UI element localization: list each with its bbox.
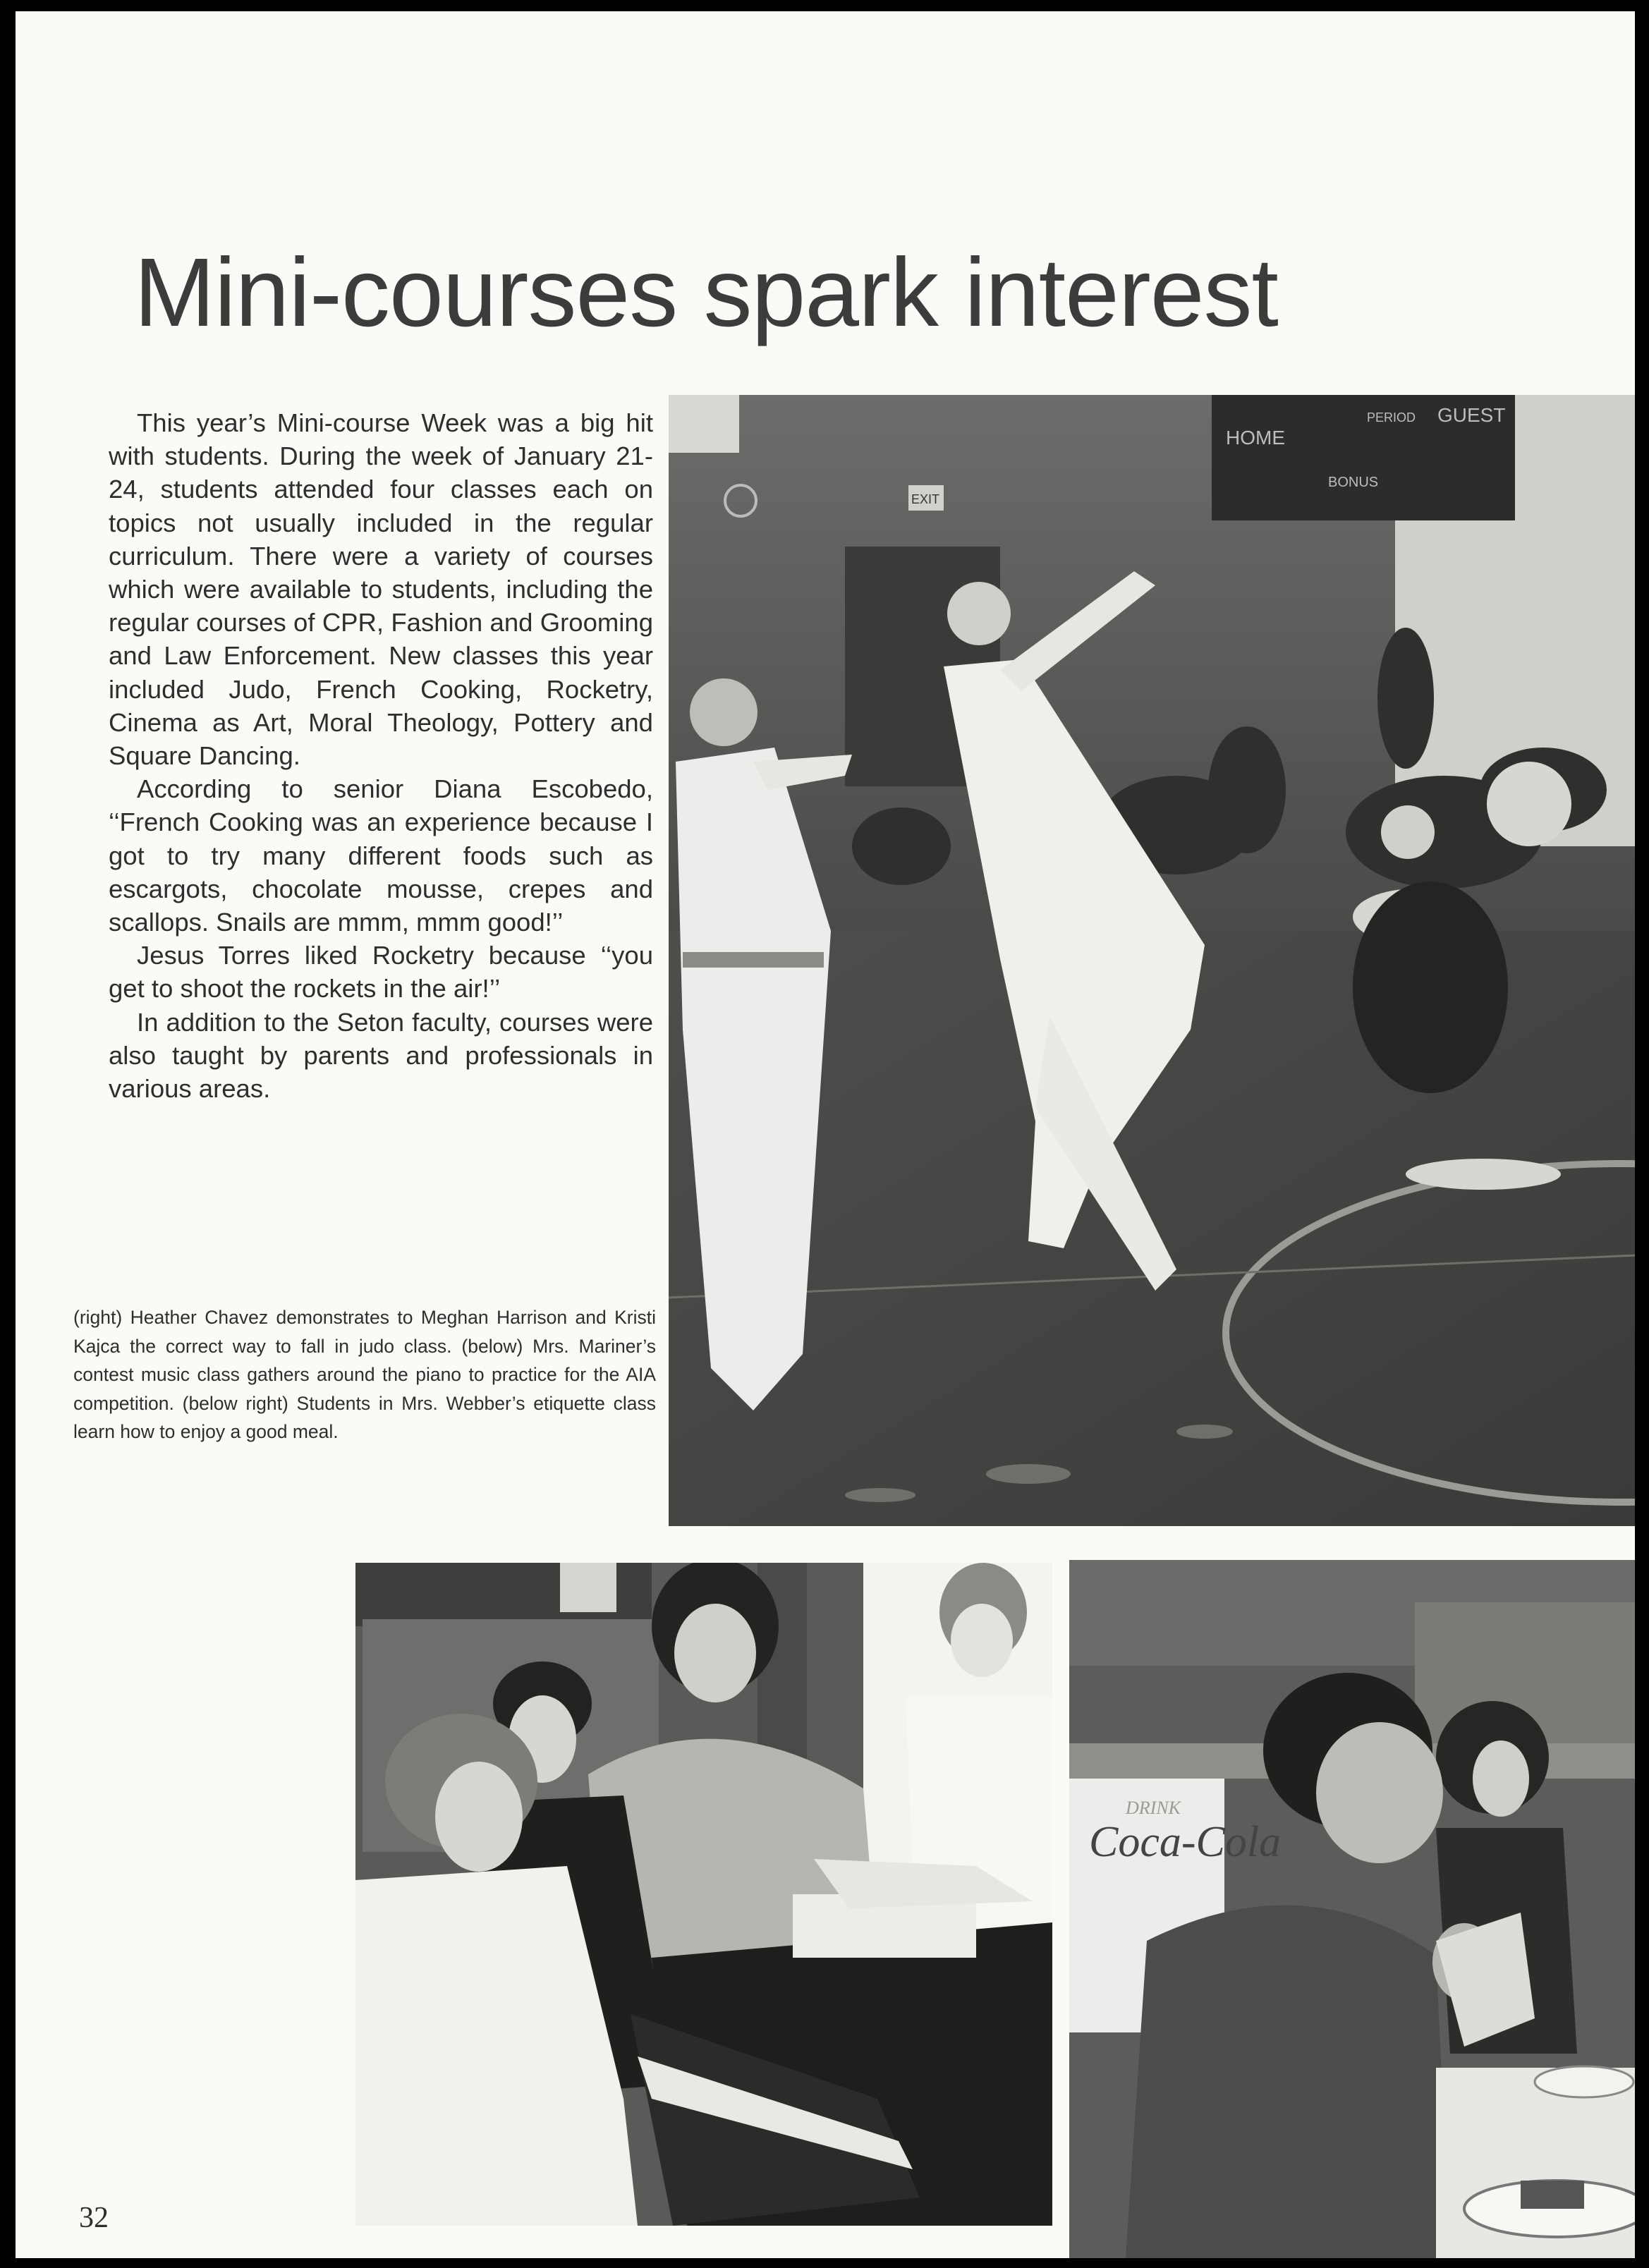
photo-caption xyxy=(73,1303,656,1446)
etiquette-photo-art xyxy=(1069,1560,1635,2258)
side-plate xyxy=(1535,2066,1633,2097)
scoreboard-period-label: PERIOD xyxy=(1367,410,1416,425)
yearbook-page xyxy=(16,11,1635,2258)
exit-sign-label: EXIT xyxy=(911,492,940,506)
page-number: 32 xyxy=(79,2202,109,2234)
etiquette-class-photo xyxy=(1069,1560,1635,2258)
article-paragraph: According to senior Diana Escobedo, ‘‘French Cooking was an experience because I got to try many different foods such as escargots, chocolate mousse, crepes and scallops. Snails are mmm, mmm good!’’ xyxy=(109,774,653,937)
article-paragraph: This year’s Mini-course Week was a big hit with students. During the week of January 21-24, students attended four classes each on topics not usually included in the regular curriculum. There were a variety of courses which were available to students, including the regular courses of CPR, Fashion and Grooming and Law Enforcement. New classes this year included Judo, French Cooking, Rocketry, Cinema as Art, Moral Theology, Pottery and Square Dancing. xyxy=(109,408,653,771)
falling-student-head xyxy=(1381,805,1435,859)
coke-sign-brand: Coca-Cola xyxy=(1089,1818,1282,1866)
wall-light xyxy=(560,1563,616,1612)
coke-sign-top: DRINK xyxy=(1126,1798,1181,1818)
page-title: Mini-courses spark interest xyxy=(134,238,1278,347)
scoreboard-home-label: HOME xyxy=(1226,427,1285,449)
scoreboard-guest-label: GUEST xyxy=(1437,404,1506,426)
article-body xyxy=(109,406,653,1105)
music-class-photo xyxy=(355,1563,1052,2226)
music-photo-art xyxy=(355,1563,1052,2226)
scoreboard-bonus-label: BONUS xyxy=(1328,475,1379,490)
caption-text: (right) Heather Chavez demonstrates to Meghan Harrison and Kristi Kajca the correct way to fall in judo class. (below) Mrs. Mariner’s contest music class gathers around the piano to practice for the AIA competition. (below right) Students in Mrs. Webber’s etiquette class learn how to enjoy a good meal. xyxy=(73,1307,656,1442)
cake-slice xyxy=(1521,2181,1584,2209)
judo-photo-art xyxy=(669,395,1635,1526)
window-patch xyxy=(669,395,739,453)
falling-student xyxy=(1353,882,1508,1093)
judo-class-photo xyxy=(669,395,1635,1526)
article-paragraph: Jesus Torres liked Rocketry because ‘‘you get to shoot the rockets in the air!’’ xyxy=(109,941,653,1004)
article-paragraph: In addition to the Seton faculty, courses were also taught by parents and professionals in various areas. xyxy=(109,1007,653,1104)
